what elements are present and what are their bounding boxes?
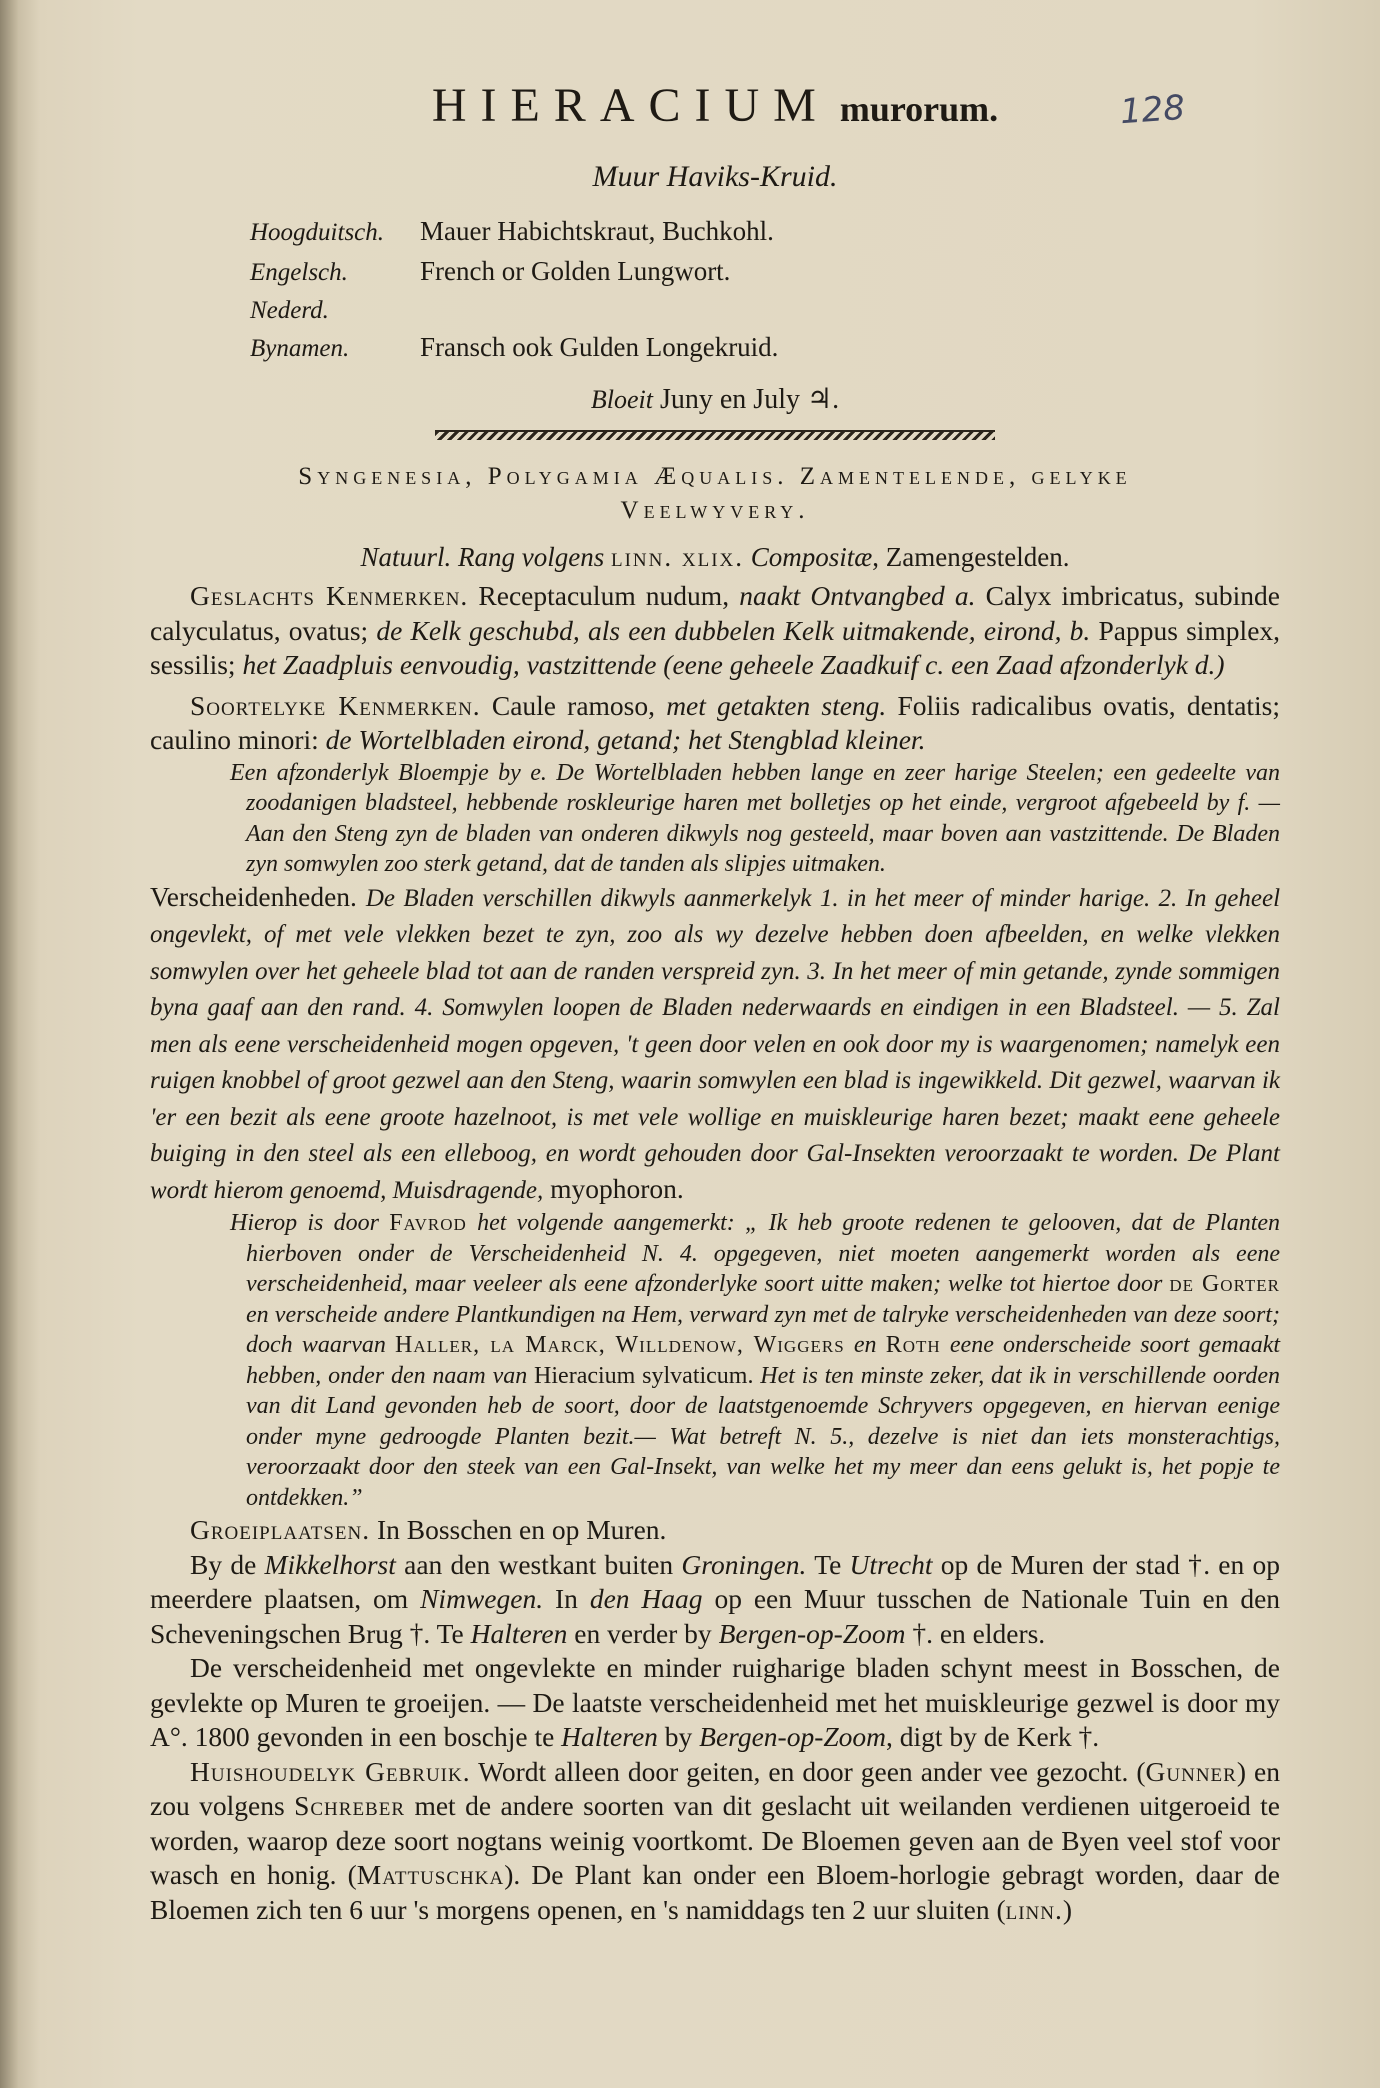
varieties-section: Verscheidenheden. De Bladen verschillen dikwyls aanmerkelyk 1. in het meer of minder harige. 2. In geheel ongevlekt, of met vele vlekken bezet te zyn, zoo als wy dezelve hebben doen afbeelden, en welke vlekken somwylen over het geheele blad tot aan de randen verspreid zyn. 3. In het meer of min getande, zynde sommigen byna gaaf aan den rand. 4. Somwylen loopen de Bladen nederwaards en eindigen in een Bladsteel. — 5. Zal men als eene verscheidenheid mogen opgeven, 't geen door velen en ook door my is waargenomen; namelyk een ruigen knobbel of groot gezwel aan den Steng, waarin somwylen een blad is ingewikkeld. Dit gezwel, waarvan ik 'er een bezit als eene groote hazelnoot, is met vele wollige en muiskleurige haren bezet; maakt eene geheele buiging in den steel als een elleboog, en wordt gehouden door Gal-Insekten veroorzaakt te worden. De Plant wordt hierom genoemd, Muisdragende, myophoron. (150, 880, 1281, 1204)
name-row: Hoogduitsch. Mauer Habichtskraut, Buchkohl. (250, 216, 774, 246)
handwritten-page-number: 128 (1118, 87, 1187, 133)
ornamental-rule (435, 430, 995, 440)
vernacular-name: Muur Haviks-Kruid. (592, 160, 838, 193)
natural-rank: Natuurl. Rang volgens linn. xlix. Compositæ, Zamengestelden. (360, 542, 1070, 572)
name-row: Engelsch. French or Golden Lungwort. (250, 256, 731, 286)
favrod-remark: Hierop is door Favrod het volgende aangemerkt: „ Ik heb groote redenen te gelooven, dat de Planten hierboven onder de Verscheidenheid N. 4. opgegeven, niet moeten aangemerkt worden als eene verscheidenheid, maar veeleer als eene afzonderlyke soort uitte maken; welke tot hiertoe door de Gorter en verscheide andere Plantkundigen na Hem, verward zyn met de talryke verscheidenheden van deze soort; doch waarvan Haller, la Marck, Willdenow, Wiggers en Roth eene onderscheide soort gemaakt hebben, onder den naam van Hieracium sylvaticum. Het is ten minste zeker, dat ik in verschillende oorden van dit Land gevonden heb de soort, door de laatstgenoemde Schryvers opgegeven, en hiervan eenige onder myne gedroogde Planten bezit.— Wat betreft N. 5., dezelve is niet dan iets monsterachtigs, veroorzaakt door den steek van een Gal-Insekt, van welke het my meer dan eens gelukt is, het popje te ontdekken.” (230, 1210, 1281, 1511)
habitats-heading: Groeiplaatsen. In Bosschen en op Muren. (190, 1514, 667, 1545)
page-content (150, 78, 1280, 1927)
names-list (250, 212, 1280, 368)
household-use: Huishoudelyk Gebruik. Wordt alleen door geiten, en door geen ander vee gezocht. (Gunner) en zou volgens Schreber met de andere soorten van dit geslacht uit weilanden verdienen uitgeroeid te worden, waarop deze soort nogtans weinig voortkomt. De Bloemen geven aan de Byen veel stof voor wasch en honig. (Mattuschka). De Plant kan onder een Bloem-horlogie gebragt worden, daar de Bloemen zich ten 6 uur 's morgens openen, en 's namiddags ten 2 uur sluiten (linn.) (150, 1755, 1281, 1925)
genus-title: HIERACIUM (431, 79, 830, 132)
species-characteristics: Soortelyke Kenmerken. Caule ramoso, met getakten steng. Foliis radicalibus ovatis, dentatis; caulino minori: de Wortelbladen eirond, getand; het Stengblad kleiner. (150, 689, 1281, 755)
title-row (150, 78, 1280, 156)
species-title: murorum. (839, 89, 999, 129)
habitats-varieties: De verscheidenheid met ongevlekte en minder ruigharige bladen schynt meest in Bosschen, de gevlekte op Muren te groeijen. — De laatste verscheidenheid met het muiskleurige gezwel is door my A°. 1800 gevonden in een boschje te Halteren by Bergen-op-Zoom, digt by de Kerk †. (150, 1652, 1280, 1752)
habitats-locations: By de Mikkelhorst aan den westkant buiten Groningen. Te Utrecht op de Muren der stad †. en op meerdere plaatsen, om Nimwegen. In den Haag op een Muur tusschen de Nationale Tuin en den Scheveningschen Brug †. Te Halteren en verder by Bergen-op-Zoom †. en elders. (150, 1548, 1281, 1649)
species-note: Een afzonderlyk Bloempje by e. De Wortelbladen hebben lange en zeer harige Steelen; een gedeelte van zoodanigen bladsteel, hebbende roskleurige haren met bolletjes op het einde, vergroot afgebeeld by f. — Aan den Steng zyn de bladen van onderen dikwyls nog gesteeld, maar boven aan vastzittende. De Bladen zyn somwylen zoo sterk getand, dat de tanden als slipjes uitmaken. (230, 759, 1280, 877)
genus-characteristics: Geslachts Kenmerken. Receptaculum nudum, naakt Ontvangbed a. Calyx imbricatus, subinde calyculatus, ovatus; de Kelk geschubd, als een dubbelen Kelk uitmakende, eirond, b. Pappus simplex, sessilis; het Zaadpluis eenvoudig, vastzittende (eene geheele Zaadkuif c. een Zaad afzonderlyk d.) (150, 580, 1281, 680)
name-row: Nederd. Bynamen. Fransch ook Gulden Longekruid. (250, 297, 779, 362)
book-binding-edge (0, 0, 18, 2088)
classification: Syngenesia, Polygamia Æqualis. Zamentelende, gelyke Veelwyvery. (298, 463, 1132, 524)
flowering-time: Bloeit Juny en July ♃. (590, 384, 840, 415)
